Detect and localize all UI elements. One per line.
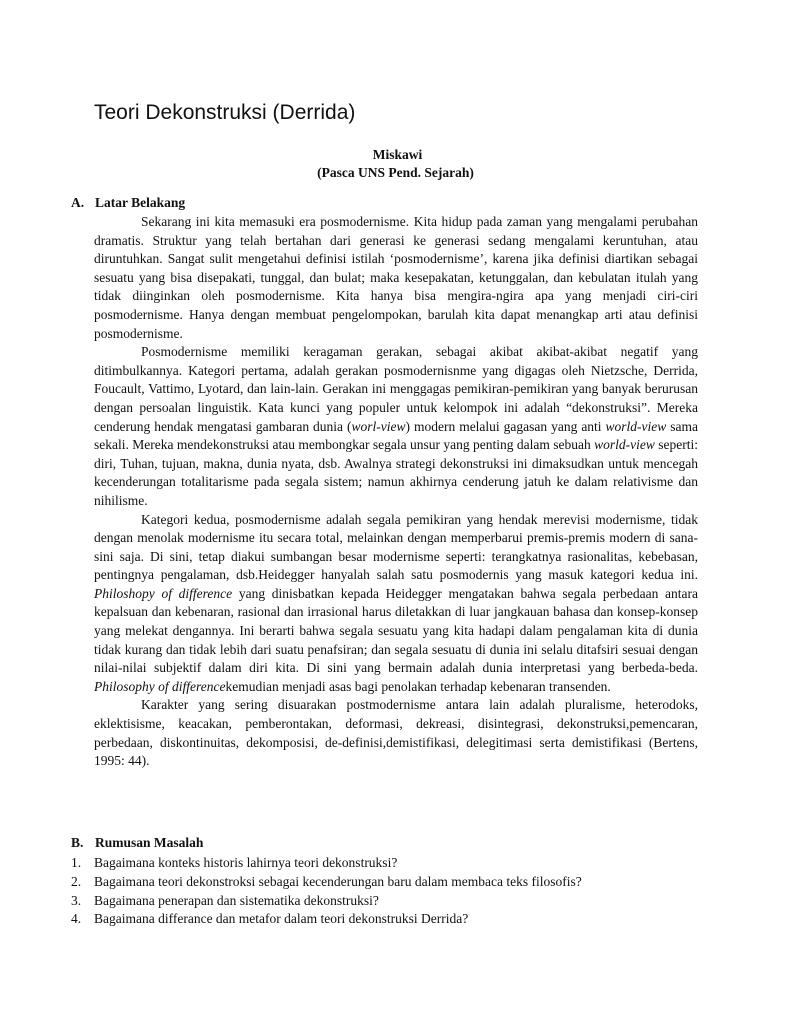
paragraph-1: Sekarang ini kita memasuki era posmodernisme. Kita hidup pada zaman yang mengalami perubahan dramatis. Struktur yang telah bertahan dari generasi ke generasi sedang mengalami keruntuhan, atau diruntuhkan. Sangat sulit mengetahui definisi istilah ‘posmodernisme’, karena jika definisi diartikan sebagai sesuatu yang bisa disepakati, tunggal, dan bulat; maka kesepakatan, ketunggalan, dan kebulatan itulah yang tidak diinginkan oleh posmodernisme. Kita hanya bisa mengira-ngira apa yang menjadi ciri-ciri posmodernisme. Hanya dengan membuat pengelompokan, barulah kita dapat menangkap arti atau definisi posmodernisme. xyxy=(94,214,698,341)
paragraph-2-italic-3: world-view xyxy=(594,437,655,453)
paragraph-3-italic-1: Philoshopy of difference xyxy=(94,585,233,601)
paragraph-2-text-b: ) modern melalui gagasan yang anti xyxy=(405,418,606,434)
question-number: 1. xyxy=(71,855,82,870)
section-a-body xyxy=(94,213,698,771)
paragraph-2-text-a: Posmodernisme memiliki keragaman gerakan, sebagai akibat akibat-akibat negatif yang ditimbulkannya. Kategori pertama, adalah gerakan posmodernisnme yang digagas oleh Nietzsche, Derrida, Foucault, Vattimo, Lyotard, dan lain-lain. Gerakan ini menggagas pemikiran-pemikiran yang banyak berurusan dengan persoalan linguistik. Kata kunci yang populer untuk kelompok ini adalah “dekonstruksi”. Mereka cenderung hendak mengatasi gambaran dunia ( xyxy=(94,344,698,434)
paragraph-3-italic-2: Philosophy of difference xyxy=(94,678,226,694)
list-item xyxy=(71,873,582,892)
section-a-label: A. xyxy=(71,195,85,210)
question-text: Bagaimana teori dekonstroksi sebagai kecenderungan baru dalam membaca teks filosofis? xyxy=(94,873,582,889)
document-title: Teori Dekonstruksi (Derrida) xyxy=(94,101,356,124)
paragraph-3-text-b: yang dinisbatkan kepada Heidegger mengatakan bahwa segala perbedaan antara kepalsuan dan kebenaran, rasional dan irrasional harus diletakkan di luar jangkauan bahasa dan konsep-konsep yang melekat dengannya. Ini berarti bahwa segala sesuatu yang kita hadapi dalam pengalaman kita di dunia tidak kurang dan tidak lebih dari suatu penafsiran; dan segala sesuatu di dunia ini selalu ditafsiri sesuai dengan nilai-nilai subjektif dalam diri kita. Di sini yang bermain adalah dunia interpretasi yang berbeda-beda. xyxy=(94,585,698,676)
paragraph-2-italic-1: worl-view xyxy=(351,418,406,434)
section-a-title: Latar Belakang xyxy=(95,195,186,210)
author-name: Miskawi xyxy=(372,147,423,162)
section-a-heading xyxy=(71,195,185,211)
paragraph-3-text-a: Kategori kedua, posmodernisme adalah segala pemikiran yang hendak merevisi modernisme, tidak dengan menolak modernisme itu secara total, melainkan dengan memperbarui premis-premis modern di sana-sini saja. Di sini, tetap diakui sumbangan besar modernisme seperti: terangkatnya rasionalitas, kebebasan, pentingnya pengalaman, dsb.Heidegger hanyalah salah satu posmodernis yang masuk kategori kedua ini. xyxy=(94,511,698,583)
question-text: Bagaimana penerapan dan sistematika dekonstruksi? xyxy=(94,892,379,908)
paragraph-2 xyxy=(94,343,698,510)
question-text: Bagaimana differance dan metafor dalam teori dekonstruksi Derrida? xyxy=(94,911,469,927)
section-b-heading xyxy=(71,835,203,851)
paragraph-4: Karakter yang sering disuarakan postmodernisme antara lain adalah pluralisme, heterodoks, eklektisisme, keacakan, pemberontakan, deformasi, dekreasi, disintegrasi, dekonstruksi,pemencaran, perbedaan, diskontinuitas, dekomposisi, de-definisi,demistifikasi, delegitimasi serta demistifikasi (Bertens, 1995: 44). xyxy=(94,697,698,769)
author-affiliation: (Pasca UNS Pend. Sejarah) xyxy=(317,165,474,180)
question-list xyxy=(71,854,582,929)
paragraph-3-text-c: kemudian menjadi asas bagi penolakan terhadap kebenaran transenden. xyxy=(225,678,611,694)
paragraph-2-italic-2: world-view xyxy=(605,418,667,434)
question-number: 4. xyxy=(71,911,82,927)
section-b-title: Rumusan Masalah xyxy=(95,835,204,850)
question-number: 2. xyxy=(71,873,82,889)
list-item xyxy=(71,892,582,911)
list-item xyxy=(71,910,582,929)
list-item xyxy=(71,854,582,873)
paragraph-2-text-d: seperti: diri, Tuhan, tujuan, makna, dunia nyata, dsb. Awalnya strategi dekonstruksi ini dimaksudkan untuk mencegah kecenderungan totalitarisme pada segala sistem; namun akhirnya cenderung jatuh ke dalam relativisme dan nihilisme. xyxy=(94,437,698,508)
paragraph-3 xyxy=(94,511,698,697)
question-number: 3. xyxy=(71,892,82,908)
question-text: Bagaimana konteks historis lahirnya teori dekonstruksi? xyxy=(94,855,398,870)
paragraph-2-text-c: sama sekali. Mereka mendekonstruksi atau membongkar segala unsur yang penting dalam sebuah xyxy=(94,418,698,453)
section-b-label: B. xyxy=(71,835,84,850)
